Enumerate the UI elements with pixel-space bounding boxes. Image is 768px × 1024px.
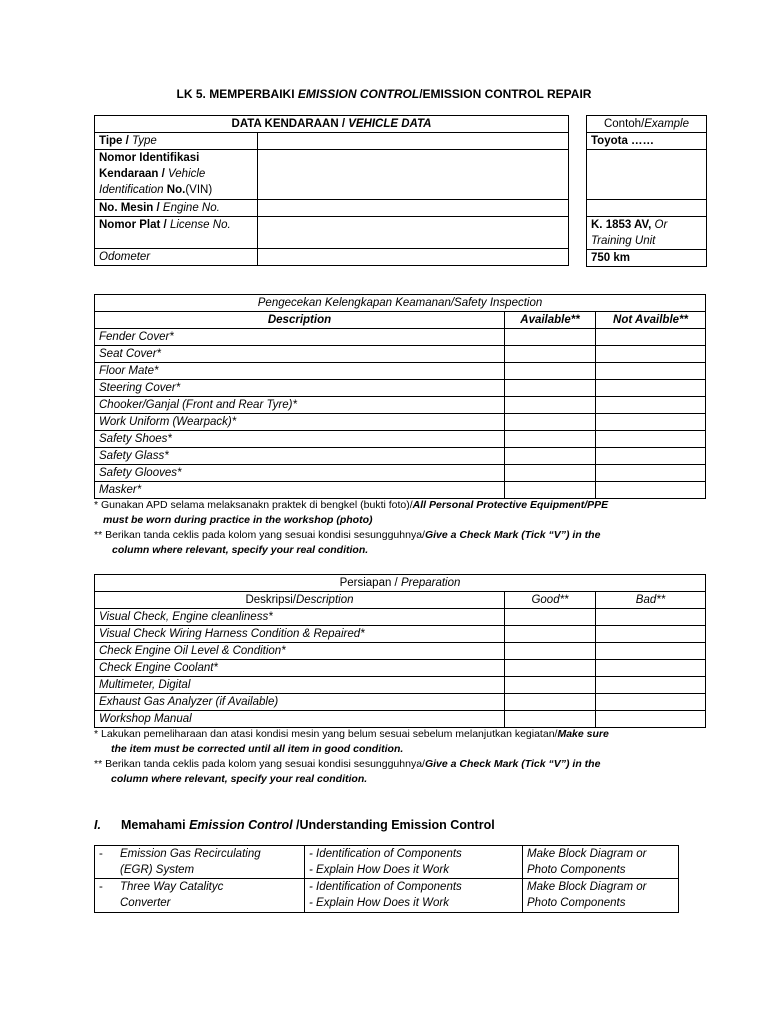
safety-item: Safety Glooves*: [95, 465, 505, 482]
vehicle-data-table: [94, 115, 569, 266]
not-available-cell[interactable]: [596, 414, 706, 431]
vehicle-vin-value[interactable]: [258, 150, 569, 200]
good-cell[interactable]: [505, 626, 596, 643]
vehicle-row-vin: Nomor Identifikasi Kendaraan / Vehicle Identification No.(VIN): [95, 150, 258, 200]
vehicle-data-header: DATA KENDARAAN / VEHICLE DATA: [95, 116, 569, 133]
prep-item: Visual Check, Engine cleanliness*: [95, 609, 505, 626]
preparation-table: [94, 574, 706, 728]
bad-cell[interactable]: [596, 660, 706, 677]
task-activities: - Identification of Components - Explain How Does it Work: [305, 879, 523, 913]
vehicle-row-engine: No. Mesin / Engine No.: [95, 200, 258, 217]
not-available-cell[interactable]: [596, 363, 706, 380]
safety-col-available: Available**: [505, 312, 596, 329]
good-cell[interactable]: [505, 694, 596, 711]
title-italic: EMISSION CONTROL: [297, 87, 420, 101]
available-cell[interactable]: [505, 482, 596, 499]
available-cell[interactable]: [505, 465, 596, 482]
safety-item: Safety Shoes*: [95, 431, 505, 448]
safety-item: Masker*: [95, 482, 505, 499]
task-activities: - Identification of Components - Explain How Does it Work: [305, 846, 523, 879]
example-table: [586, 115, 707, 267]
not-available-cell[interactable]: [596, 380, 706, 397]
example-engine: [587, 200, 707, 217]
not-available-cell[interactable]: [596, 346, 706, 363]
vehicle-type-value[interactable]: [258, 133, 569, 150]
prep-note-2: ** Berikan tanda ceklis pada kolom yang sesuai kondisi sesungguhnya/Give a Check Mark (Tick “V”) in the column where relevant, specify your real condition.: [94, 758, 601, 785]
safety-item: Safety Glass*: [95, 448, 505, 465]
bad-cell[interactable]: [596, 626, 706, 643]
section-number: I.: [94, 818, 101, 832]
available-cell[interactable]: [505, 448, 596, 465]
vehicle-row-type: Tipe / Type: [95, 133, 258, 150]
safety-item: Seat Cover*: [95, 346, 505, 363]
vehicle-license-value[interactable]: [258, 217, 569, 249]
available-cell[interactable]: [505, 346, 596, 363]
available-cell[interactable]: [505, 380, 596, 397]
example-odometer: 750 km: [587, 250, 707, 267]
good-cell[interactable]: [505, 643, 596, 660]
prep-col-good: Good**: [505, 592, 596, 609]
available-cell[interactable]: [505, 414, 596, 431]
example-license: K. 1853 AV, Or Training Unit: [587, 217, 707, 250]
prep-col-description: Deskripsi/Description: [95, 592, 505, 609]
available-cell[interactable]: [505, 363, 596, 380]
section-title-italic: Emission Control: [189, 818, 293, 832]
good-cell[interactable]: [505, 711, 596, 728]
prep-item: Exhaust Gas Analyzer (if Available): [95, 694, 505, 711]
prep-item: Check Engine Oil Level & Condition*: [95, 643, 505, 660]
bad-cell[interactable]: [596, 609, 706, 626]
available-cell[interactable]: [505, 431, 596, 448]
example-type: Toyota ……: [587, 133, 707, 150]
available-cell[interactable]: [505, 397, 596, 414]
good-cell[interactable]: [505, 660, 596, 677]
example-vin: [587, 150, 707, 200]
prep-col-bad: Bad**: [596, 592, 706, 609]
task-name: - Three Way Catalityc Converter: [95, 879, 305, 913]
safety-item: Work Uniform (Wearpack)*: [95, 414, 505, 431]
safety-item: Steering Cover*: [95, 380, 505, 397]
bad-cell[interactable]: [596, 643, 706, 660]
prep-item: Workshop Manual: [95, 711, 505, 728]
good-cell[interactable]: [505, 609, 596, 626]
prep-item: Check Engine Coolant*: [95, 660, 505, 677]
good-cell[interactable]: [505, 677, 596, 694]
section-title-plain: Memahami: [121, 818, 190, 832]
bad-cell[interactable]: [596, 711, 706, 728]
section-title-bold: /Understanding Emission Control: [292, 818, 495, 832]
safety-col-description: Description: [95, 312, 505, 329]
section-heading: [94, 818, 714, 832]
safety-title: Pengecekan Kelengkapan Keamanan/Safety Inspection: [95, 295, 706, 312]
tasks-table: [94, 845, 679, 913]
not-available-cell[interactable]: [596, 482, 706, 499]
prep-item: Multimeter, Digital: [95, 677, 505, 694]
page-title: [0, 87, 768, 101]
vehicle-odometer-value[interactable]: [258, 249, 569, 266]
preparation-title: Persiapan / Preparation: [95, 575, 706, 592]
vehicle-engine-value[interactable]: [258, 200, 569, 217]
prep-item: Visual Check Wiring Harness Condition & Repaired*: [95, 626, 505, 643]
safety-item: Floor Mate*: [95, 363, 505, 380]
title-prefix: LK 5. MEMPERBAIKI: [176, 87, 298, 101]
task-output: Make Block Diagram or Photo Components: [523, 879, 679, 913]
safety-inspection-table: [94, 294, 706, 499]
not-available-cell[interactable]: [596, 431, 706, 448]
safety-item: Chooker/Ganjal (Front and Rear Tyre)*: [95, 397, 505, 414]
prep-note-1: * Lakukan pemeliharaan dan atasi kondisi mesin yang belum sesuai sebelum melanjutkan kegiatan/Make sure the item must be corrected until all item in good condition.: [94, 728, 609, 755]
safety-note-1: * Gunakan APD selama melaksanakn praktek di bengkel (bukti foto)/All Personal Protective Equipment/PPE must be worn during practice in the workshop (photo): [94, 499, 609, 526]
available-cell[interactable]: [505, 329, 596, 346]
not-available-cell[interactable]: [596, 448, 706, 465]
safety-note-2: ** Berikan tanda ceklis pada kolom yang sesuai kondisi sesungguhnya/Give a Check Mark (Tick “V”) in the column where relevant, specify your real condition.: [94, 529, 601, 556]
task-name: - Emission Gas Recirculating (EGR) System: [95, 846, 305, 879]
vehicle-row-license: Nomor Plat / License No.: [95, 217, 258, 249]
safety-col-not-available: Not Availble**: [596, 312, 706, 329]
safety-item: Fender Cover*: [95, 329, 505, 346]
not-available-cell[interactable]: [596, 465, 706, 482]
not-available-cell[interactable]: [596, 329, 706, 346]
example-header: Contoh/Example: [587, 116, 707, 133]
vehicle-row-odometer: Odometer: [95, 249, 258, 266]
task-output: Make Block Diagram or Photo Components: [523, 846, 679, 879]
bad-cell[interactable]: [596, 694, 706, 711]
task-row: [95, 879, 679, 913]
task-row: [95, 846, 679, 879]
bad-cell[interactable]: [596, 677, 706, 694]
title-suffix: /EMISSION CONTROL REPAIR: [419, 87, 592, 101]
not-available-cell[interactable]: [596, 397, 706, 414]
